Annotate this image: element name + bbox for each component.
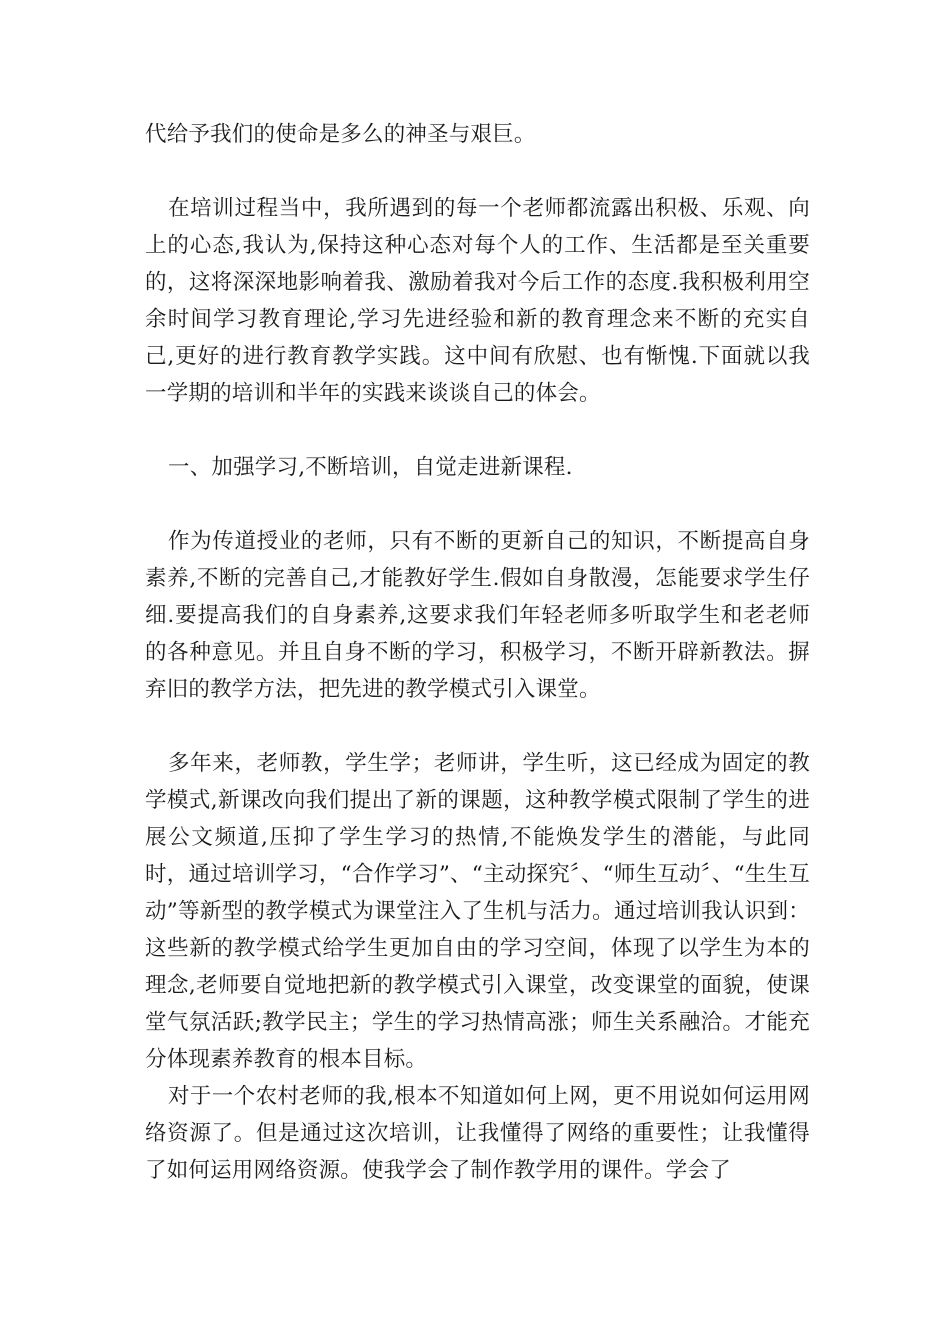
paragraph-continuation: 代给予我们的使命是多么的神圣与艰巨。: [145, 122, 536, 147]
paragraph-network-resources: 对于一个农村老师的我,根本不知道如何上网，更不用说如何运用网络资源了。但是通过这次培训，让我懂得了网络的重要性；让我懂得了如何运用网络资源。使我学会了制作教学用的课件。学会了: [145, 1084, 810, 1183]
paragraph-training-attitude: 在培训过程当中，我所遇到的每一个老师都流露出积极、乐观、向上的心态,我认为,保持这种心态对每个人的工作、生活都是至关重要的，这将深深地影响着我、激励着我对今后工作的态度.我积极利用空余时间学习教育理论,学习先进经验和新的教育理念来不断的充实自己,更好的进行教育教学实践。这中间有欣慰、也有惭愧.下面就以我一学期的培训和半年的实践来谈谈自己的体会。: [145, 196, 810, 406]
paragraph-self-improvement: 作为传道授业的老师，只有不断的更新自己的知识，不断提高自身素养,不断的完善自己,才能教好学生.假如自身散漫，怎能要求学生仔细.要提高我们的自身素养,这要求我们年轻老师多听取学生和老老师的各种意见。并且自身不断的学习，积极学习，不断开辟新教法。摒弃旧的教学方法，把先进的教学模式引入课堂。: [145, 529, 810, 702]
section-heading-1: 一、加强学习,不断培训，自觉走进新课程.: [168, 455, 573, 480]
paragraph-teaching-models: 多年来，老师教，学生学；老师讲，学生听，这已经成为固定的教学模式,新课改向我们提出了新的课题，这种教学模式限制了学生的进展公文频道,压抑了学生学习的热情,不能焕发学生的潜能，与此同时，通过培训学习，“合作学习”、“主动探究〞、“师生互动〞、“生生互动”等新型的教学模式为课堂注入了生机与活力。通过培训我认识到：这些新的教学模式给学生更加自由的学习空间，体现了以学生为本的理念,老师要自觉地把新的教学模式引入课堂，改变课堂的面貌，使课堂气氛活跃;教学民主；学生的学习热情高涨；师生关系融洽。才能充分体现素养教育的根本目标。: [145, 751, 810, 1072]
document-body: [145, 116, 810, 1189]
